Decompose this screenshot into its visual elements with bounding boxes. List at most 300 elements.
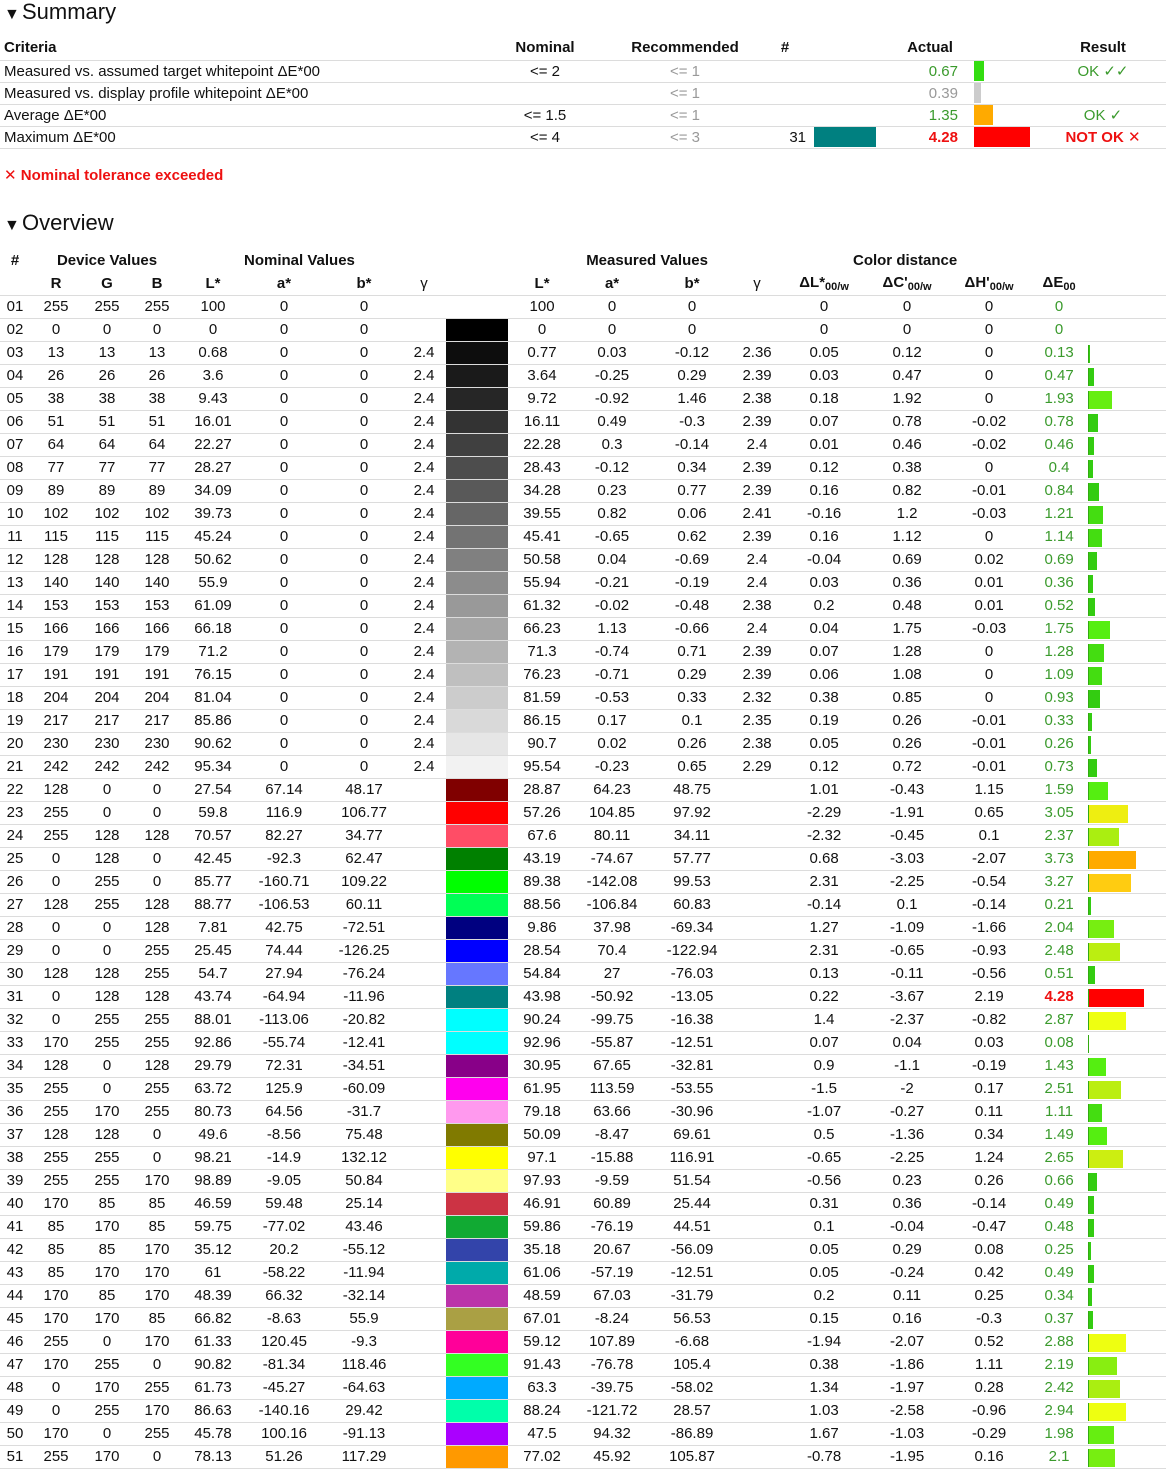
cell-delta-e: 0.46 xyxy=(1030,433,1088,456)
cell-B: 255 xyxy=(132,1422,182,1445)
delta-e-bar-cell xyxy=(1088,502,1166,525)
cell-delta-e: 0.73 xyxy=(1030,755,1088,778)
cell-L: 35.12 xyxy=(182,1238,244,1261)
cell-G: 38 xyxy=(82,387,132,410)
table-row xyxy=(0,1192,1166,1215)
cell-b: -12.41 xyxy=(324,1031,404,1054)
cell-dH: -0.93 xyxy=(948,939,1030,962)
cell-B: 140 xyxy=(132,571,182,594)
cell-mg: 2.38 xyxy=(732,732,782,755)
cell-a: 0 xyxy=(244,525,324,548)
cell-dL: 0.38 xyxy=(782,1353,866,1376)
actual-cell: 4.28 xyxy=(890,126,970,148)
cell-G: 255 xyxy=(82,1353,132,1376)
cell-b: 50.84 xyxy=(324,1169,404,1192)
cell-mg xyxy=(732,1307,782,1330)
cell-b: 0 xyxy=(324,571,404,594)
delta-e-bar-cell xyxy=(1088,456,1166,479)
cell-G: 255 xyxy=(82,893,132,916)
cell-a: 0 xyxy=(244,410,324,433)
cell-a: -8.56 xyxy=(244,1123,324,1146)
cell-mb: -0.3 xyxy=(652,410,732,433)
table-row xyxy=(0,824,1166,847)
cell-L: 45.24 xyxy=(182,525,244,548)
criteria-cell: Measured vs. assumed target whitepoint ΔE*00 xyxy=(0,60,480,82)
color-swatch-cell xyxy=(444,1445,512,1468)
cell-n: 04 xyxy=(0,364,30,387)
color-swatch xyxy=(446,1078,508,1100)
cell-dC: -1.36 xyxy=(866,1123,948,1146)
color-swatch xyxy=(446,411,508,433)
cell-mb: 0.71 xyxy=(652,640,732,663)
cell-b: -11.96 xyxy=(324,985,404,1008)
cell-L: 63.72 xyxy=(182,1077,244,1100)
cell-ma: 0.23 xyxy=(572,479,652,502)
b-header: B xyxy=(132,272,182,295)
cell-L: 9.43 xyxy=(182,387,244,410)
cell-mL: 0 xyxy=(512,318,572,341)
color-swatch-cell xyxy=(444,870,512,893)
cell-n: 20 xyxy=(0,732,30,755)
cell-g xyxy=(404,1123,444,1146)
cell-a: -55.74 xyxy=(244,1031,324,1054)
cell-delta-e: 0.51 xyxy=(1030,962,1088,985)
cell-ma: 0.03 xyxy=(572,341,652,364)
measured-gamma-header: γ xyxy=(732,272,782,295)
cell-mb: 0.1 xyxy=(652,709,732,732)
cell-mg xyxy=(732,870,782,893)
color-swatch-cell xyxy=(444,916,512,939)
cell-dL: 1.4 xyxy=(782,1008,866,1031)
cell-ma: -121.72 xyxy=(572,1399,652,1422)
cell-R: 0 xyxy=(30,985,82,1008)
cell-g xyxy=(404,870,444,893)
cell-L: 50.62 xyxy=(182,548,244,571)
color-swatch-cell xyxy=(444,1169,512,1192)
cell-R: 170 xyxy=(30,1353,82,1376)
cell-dH: 0 xyxy=(948,341,1030,364)
cell-delta-e: 2.88 xyxy=(1030,1330,1088,1353)
color-swatch-cell xyxy=(444,847,512,870)
cell-R: 179 xyxy=(30,640,82,663)
delta-e-bar-cell xyxy=(1088,732,1166,755)
cell-n: 28 xyxy=(0,916,30,939)
cell-R: 217 xyxy=(30,709,82,732)
cell-g xyxy=(404,1307,444,1330)
cell-B: 0 xyxy=(132,1445,182,1468)
cell-a: -77.02 xyxy=(244,1215,324,1238)
cell-b: -64.63 xyxy=(324,1376,404,1399)
measured-l-header: L* xyxy=(512,272,572,295)
actual-bar xyxy=(970,126,1040,148)
color-swatch-cell xyxy=(444,502,512,525)
cell-g xyxy=(404,824,444,847)
cell-dC: 0.72 xyxy=(866,755,948,778)
cell-R: 0 xyxy=(30,1376,82,1399)
cell-L: 98.21 xyxy=(182,1146,244,1169)
color-swatch xyxy=(446,779,508,801)
cell-dC: -0.27 xyxy=(866,1100,948,1123)
cell-dL: 0.05 xyxy=(782,732,866,755)
cell-R: 0 xyxy=(30,318,82,341)
cell-ma: -0.92 xyxy=(572,387,652,410)
cell-n: 07 xyxy=(0,433,30,456)
cell-ma: 0.49 xyxy=(572,410,652,433)
cell-G: 179 xyxy=(82,640,132,663)
cell-L: 59.75 xyxy=(182,1215,244,1238)
cell-dC: 1.08 xyxy=(866,663,948,686)
color-swatch xyxy=(446,1147,508,1169)
cell-mL: 90.7 xyxy=(512,732,572,755)
cell-R: 128 xyxy=(30,778,82,801)
cell-n: 49 xyxy=(0,1399,30,1422)
cell-delta-e: 2.37 xyxy=(1030,824,1088,847)
color-swatch xyxy=(446,1308,508,1330)
delta-e-bar xyxy=(1088,805,1128,823)
color-swatch-cell xyxy=(444,1399,512,1422)
cell-delta-e: 2.51 xyxy=(1030,1077,1088,1100)
cell-mb: -0.19 xyxy=(652,571,732,594)
cell-a: 0 xyxy=(244,686,324,709)
cell-mL: 81.59 xyxy=(512,686,572,709)
color-swatch-cell xyxy=(444,1192,512,1215)
cell-mb: 0.34 xyxy=(652,456,732,479)
table-row xyxy=(0,364,1166,387)
delta-e-bar-cell xyxy=(1088,1261,1166,1284)
cell-b: 55.9 xyxy=(324,1307,404,1330)
cell-dC: 0.36 xyxy=(866,1192,948,1215)
cell-L: 92.86 xyxy=(182,1031,244,1054)
cell-mb: 0.62 xyxy=(652,525,732,548)
cell-R: 128 xyxy=(30,1054,82,1077)
cell-dC: -1.1 xyxy=(866,1054,948,1077)
recommended-cell: <= 1 xyxy=(610,104,760,126)
delta-e-bar xyxy=(1088,1334,1126,1352)
summary-heading-label: Summary xyxy=(22,0,117,24)
cell-b: -20.82 xyxy=(324,1008,404,1031)
cell-dC: 0.16 xyxy=(866,1307,948,1330)
cell-delta-e: 1.43 xyxy=(1030,1054,1088,1077)
delta-e-bar xyxy=(1088,1311,1093,1329)
table-row xyxy=(0,318,1166,341)
table-row xyxy=(0,341,1166,364)
cell-g: 2.4 xyxy=(404,663,444,686)
table-row xyxy=(0,778,1166,801)
color-swatch xyxy=(446,1354,508,1376)
cell-B: 0 xyxy=(132,1123,182,1146)
cell-L: 55.9 xyxy=(182,571,244,594)
delta-e-bar xyxy=(1088,1012,1126,1030)
cell-mg xyxy=(732,916,782,939)
delta-e-bar-cell xyxy=(1088,1307,1166,1330)
cell-G: 170 xyxy=(82,1445,132,1468)
cell-mb: 105.87 xyxy=(652,1445,732,1468)
cell-g xyxy=(404,939,444,962)
cell-B: 0 xyxy=(132,778,182,801)
cell-b: 48.17 xyxy=(324,778,404,801)
cell-dC: -3.03 xyxy=(866,847,948,870)
collapse-triangle-icon[interactable]: ▼ xyxy=(4,217,20,234)
cell-R: 166 xyxy=(30,617,82,640)
cell-delta-e: 3.27 xyxy=(1030,870,1088,893)
color-swatch xyxy=(446,1377,508,1399)
cell-b: 43.46 xyxy=(324,1215,404,1238)
cell-B: 13 xyxy=(132,341,182,364)
cell-dC: 0.69 xyxy=(866,548,948,571)
cell-dC: -0.11 xyxy=(866,962,948,985)
cell-b: 0 xyxy=(324,295,404,318)
cell-mb: -13.05 xyxy=(652,985,732,1008)
delta-e-bar xyxy=(1088,920,1114,938)
cell-b: -34.51 xyxy=(324,1054,404,1077)
cell-R: 128 xyxy=(30,1123,82,1146)
cell-g: 2.4 xyxy=(404,341,444,364)
cell-ma: -0.02 xyxy=(572,594,652,617)
actual-cell: 1.35 xyxy=(890,104,970,126)
delta-e-bar-cell xyxy=(1088,1238,1166,1261)
cell-L: 70.57 xyxy=(182,824,244,847)
cell-dL: -0.14 xyxy=(782,893,866,916)
table-row xyxy=(0,1123,1166,1146)
cell-dC: -0.43 xyxy=(866,778,948,801)
cell-delta-e: 2.48 xyxy=(1030,939,1088,962)
cell-B: 0 xyxy=(132,847,182,870)
cell-G: 0 xyxy=(82,916,132,939)
cell-n: 17 xyxy=(0,663,30,686)
cell-delta-e: 0.37 xyxy=(1030,1307,1088,1330)
color-swatch-cell xyxy=(444,1215,512,1238)
cell-R: 230 xyxy=(30,732,82,755)
cell-n: 39 xyxy=(0,1169,30,1192)
cell-b: 0 xyxy=(324,594,404,617)
cell-mL: 97.93 xyxy=(512,1169,572,1192)
actual-bar xyxy=(970,60,1040,82)
cell-mg: 2.35 xyxy=(732,709,782,732)
collapse-triangle-icon[interactable]: ▼ xyxy=(4,6,20,23)
cell-delta-e: 0.08 xyxy=(1030,1031,1088,1054)
delta-e-bar-cell xyxy=(1088,1054,1166,1077)
color-swatch-cell xyxy=(444,1031,512,1054)
cell-g: 2.4 xyxy=(404,571,444,594)
cell-delta-e: 0 xyxy=(1030,318,1088,341)
cell-mg xyxy=(732,985,782,1008)
cell-delta-e: 3.05 xyxy=(1030,801,1088,824)
delta-e-bar-cell xyxy=(1088,479,1166,502)
result-cell: NOT OK ✕ xyxy=(1040,126,1166,148)
cell-B: 77 xyxy=(132,456,182,479)
cell-n: 40 xyxy=(0,1192,30,1215)
delta-e-bar xyxy=(1088,690,1100,708)
cell-a: -14.9 xyxy=(244,1146,324,1169)
cell-mg xyxy=(732,1100,782,1123)
overview-heading[interactable] xyxy=(4,211,114,238)
cell-G: 85 xyxy=(82,1284,132,1307)
cell-b: -32.14 xyxy=(324,1284,404,1307)
delta-e-bar-cell xyxy=(1088,916,1166,939)
cell-delta-e: 1.59 xyxy=(1030,778,1088,801)
cell-G: 170 xyxy=(82,1376,132,1399)
cell-mL: 48.59 xyxy=(512,1284,572,1307)
delta-e-bar xyxy=(1088,1426,1114,1444)
nominal-a-header: a* xyxy=(244,272,324,295)
table-row xyxy=(0,1376,1166,1399)
cell-L: 27.54 xyxy=(182,778,244,801)
cell-mg: 2.39 xyxy=(732,663,782,686)
summary-heading[interactable] xyxy=(4,0,116,27)
table-row xyxy=(0,502,1166,525)
g-header: G xyxy=(82,272,132,295)
table-row xyxy=(0,456,1166,479)
delta-e-bar-cell xyxy=(1088,824,1166,847)
cell-mL: 43.98 xyxy=(512,985,572,1008)
cell-delta-e: 0.49 xyxy=(1030,1192,1088,1215)
cell-dC: 0.29 xyxy=(866,1238,948,1261)
cell-B: 170 xyxy=(132,1330,182,1353)
cell-G: 255 xyxy=(82,1146,132,1169)
cell-b: 132.12 xyxy=(324,1146,404,1169)
cell-G: 0 xyxy=(82,778,132,801)
cell-G: 85 xyxy=(82,1192,132,1215)
cell-n: 41 xyxy=(0,1215,30,1238)
cell-mg xyxy=(732,824,782,847)
cell-L: 66.82 xyxy=(182,1307,244,1330)
cell-B: 0 xyxy=(132,870,182,893)
nominal-l-header: L* xyxy=(182,272,244,295)
cell-g: 2.4 xyxy=(404,617,444,640)
cell-b: 118.46 xyxy=(324,1353,404,1376)
cell-dC: 0.26 xyxy=(866,732,948,755)
cell-L: 88.77 xyxy=(182,893,244,916)
cell-dL: 0.1 xyxy=(782,1215,866,1238)
color-swatch xyxy=(446,618,508,640)
cell-ma: -0.71 xyxy=(572,663,652,686)
color-swatch xyxy=(446,1101,508,1123)
cell-mg: 2.39 xyxy=(732,525,782,548)
delta-e-bar-cell xyxy=(1088,1031,1166,1054)
cell-G: 0 xyxy=(82,1422,132,1445)
cell-ma: 67.03 xyxy=(572,1284,652,1307)
cell-a: 125.9 xyxy=(244,1077,324,1100)
cell-dC: 1.92 xyxy=(866,387,948,410)
color-swatch-cell xyxy=(444,962,512,985)
cell-a: 0 xyxy=(244,387,324,410)
delta-e-bar xyxy=(1088,897,1091,915)
cell-B: 170 xyxy=(132,1284,182,1307)
cell-delta-e: 1.21 xyxy=(1030,502,1088,525)
cell-L: 28.27 xyxy=(182,456,244,479)
cell-R: 85 xyxy=(30,1261,82,1284)
cell-mL: 89.38 xyxy=(512,870,572,893)
cell-R: 0 xyxy=(30,870,82,893)
delta-e-bar xyxy=(1088,1058,1106,1076)
cell-dH: 2.19 xyxy=(948,985,1030,1008)
delta-bar xyxy=(974,127,1030,147)
cell-dL: -1.5 xyxy=(782,1077,866,1100)
cell-a: -8.63 xyxy=(244,1307,324,1330)
cell-ma: -8.24 xyxy=(572,1307,652,1330)
cell-dC: 1.2 xyxy=(866,502,948,525)
cell-dL: 0.2 xyxy=(782,594,866,617)
delta-e-bar-cell xyxy=(1088,571,1166,594)
delta-l-header: $\Delta L*_{00/w}$ xyxy=(782,272,866,295)
cell-b: 0 xyxy=(324,502,404,525)
cell-mL: 71.3 xyxy=(512,640,572,663)
worst-patch-swatch xyxy=(810,82,890,104)
measured-values-header: Measured Values xyxy=(586,252,708,269)
cell-dC: 0 xyxy=(866,295,948,318)
cell-g: 2.4 xyxy=(404,732,444,755)
cell-G: 242 xyxy=(82,755,132,778)
nominal-cell: <= 1.5 xyxy=(480,104,610,126)
delta-e-bar xyxy=(1088,506,1103,524)
actual-bar xyxy=(970,104,1040,126)
delta-e-bar-cell xyxy=(1088,295,1166,318)
delta-e-bar-cell xyxy=(1088,1376,1166,1399)
color-swatch-cell xyxy=(444,479,512,502)
cell-g xyxy=(404,847,444,870)
cell-R: 0 xyxy=(30,916,82,939)
cell-b: 0 xyxy=(324,548,404,571)
cell-R: 0 xyxy=(30,939,82,962)
cell-b: -72.51 xyxy=(324,916,404,939)
cell-dL: 0 xyxy=(782,295,866,318)
cell-B: 255 xyxy=(132,295,182,318)
cell-dC: 0.82 xyxy=(866,479,948,502)
color-swatch xyxy=(446,1400,508,1422)
table-row xyxy=(0,1261,1166,1284)
table-row xyxy=(0,1215,1166,1238)
delta-e-bar xyxy=(1088,1150,1123,1168)
cell-mg xyxy=(732,1399,782,1422)
cell-g xyxy=(404,985,444,1008)
cell-B: 128 xyxy=(132,893,182,916)
cell-a: 0 xyxy=(244,663,324,686)
cell-dH: -0.29 xyxy=(948,1422,1030,1445)
cell-mg xyxy=(732,318,782,341)
cell-g: 2.4 xyxy=(404,755,444,778)
table-row xyxy=(0,1146,1166,1169)
cell-dH: -0.47 xyxy=(948,1215,1030,1238)
table-row xyxy=(0,709,1166,732)
cell-dL: 0.03 xyxy=(782,571,866,594)
cell-b: 34.77 xyxy=(324,824,404,847)
delta-e-bar-cell xyxy=(1088,1284,1166,1307)
delta-e-bar xyxy=(1088,552,1097,570)
cell-delta-e: 0.13 xyxy=(1030,341,1088,364)
cell-L: 3.6 xyxy=(182,364,244,387)
cell-g xyxy=(404,1422,444,1445)
cell-a: -45.27 xyxy=(244,1376,324,1399)
cell-dL: 0.16 xyxy=(782,525,866,548)
cell-dH: 0.03 xyxy=(948,1031,1030,1054)
color-swatch xyxy=(446,526,508,548)
cell-dL: 0.13 xyxy=(782,962,866,985)
cell-mL: 91.43 xyxy=(512,1353,572,1376)
cell-a: -106.53 xyxy=(244,893,324,916)
cell-a: 100.16 xyxy=(244,1422,324,1445)
cell-ma: -0.21 xyxy=(572,571,652,594)
cell-n: 06 xyxy=(0,410,30,433)
cell-mL: 43.19 xyxy=(512,847,572,870)
cell-B: 170 xyxy=(132,1399,182,1422)
cell-delta-e: 0.66 xyxy=(1030,1169,1088,1192)
cell-ma: -8.47 xyxy=(572,1123,652,1146)
cell-mL: 90.24 xyxy=(512,1008,572,1031)
cell-mL: 57.26 xyxy=(512,801,572,824)
cell-ma: 67.65 xyxy=(572,1054,652,1077)
color-swatch-cell xyxy=(444,571,512,594)
delta-e-bar xyxy=(1088,828,1119,846)
